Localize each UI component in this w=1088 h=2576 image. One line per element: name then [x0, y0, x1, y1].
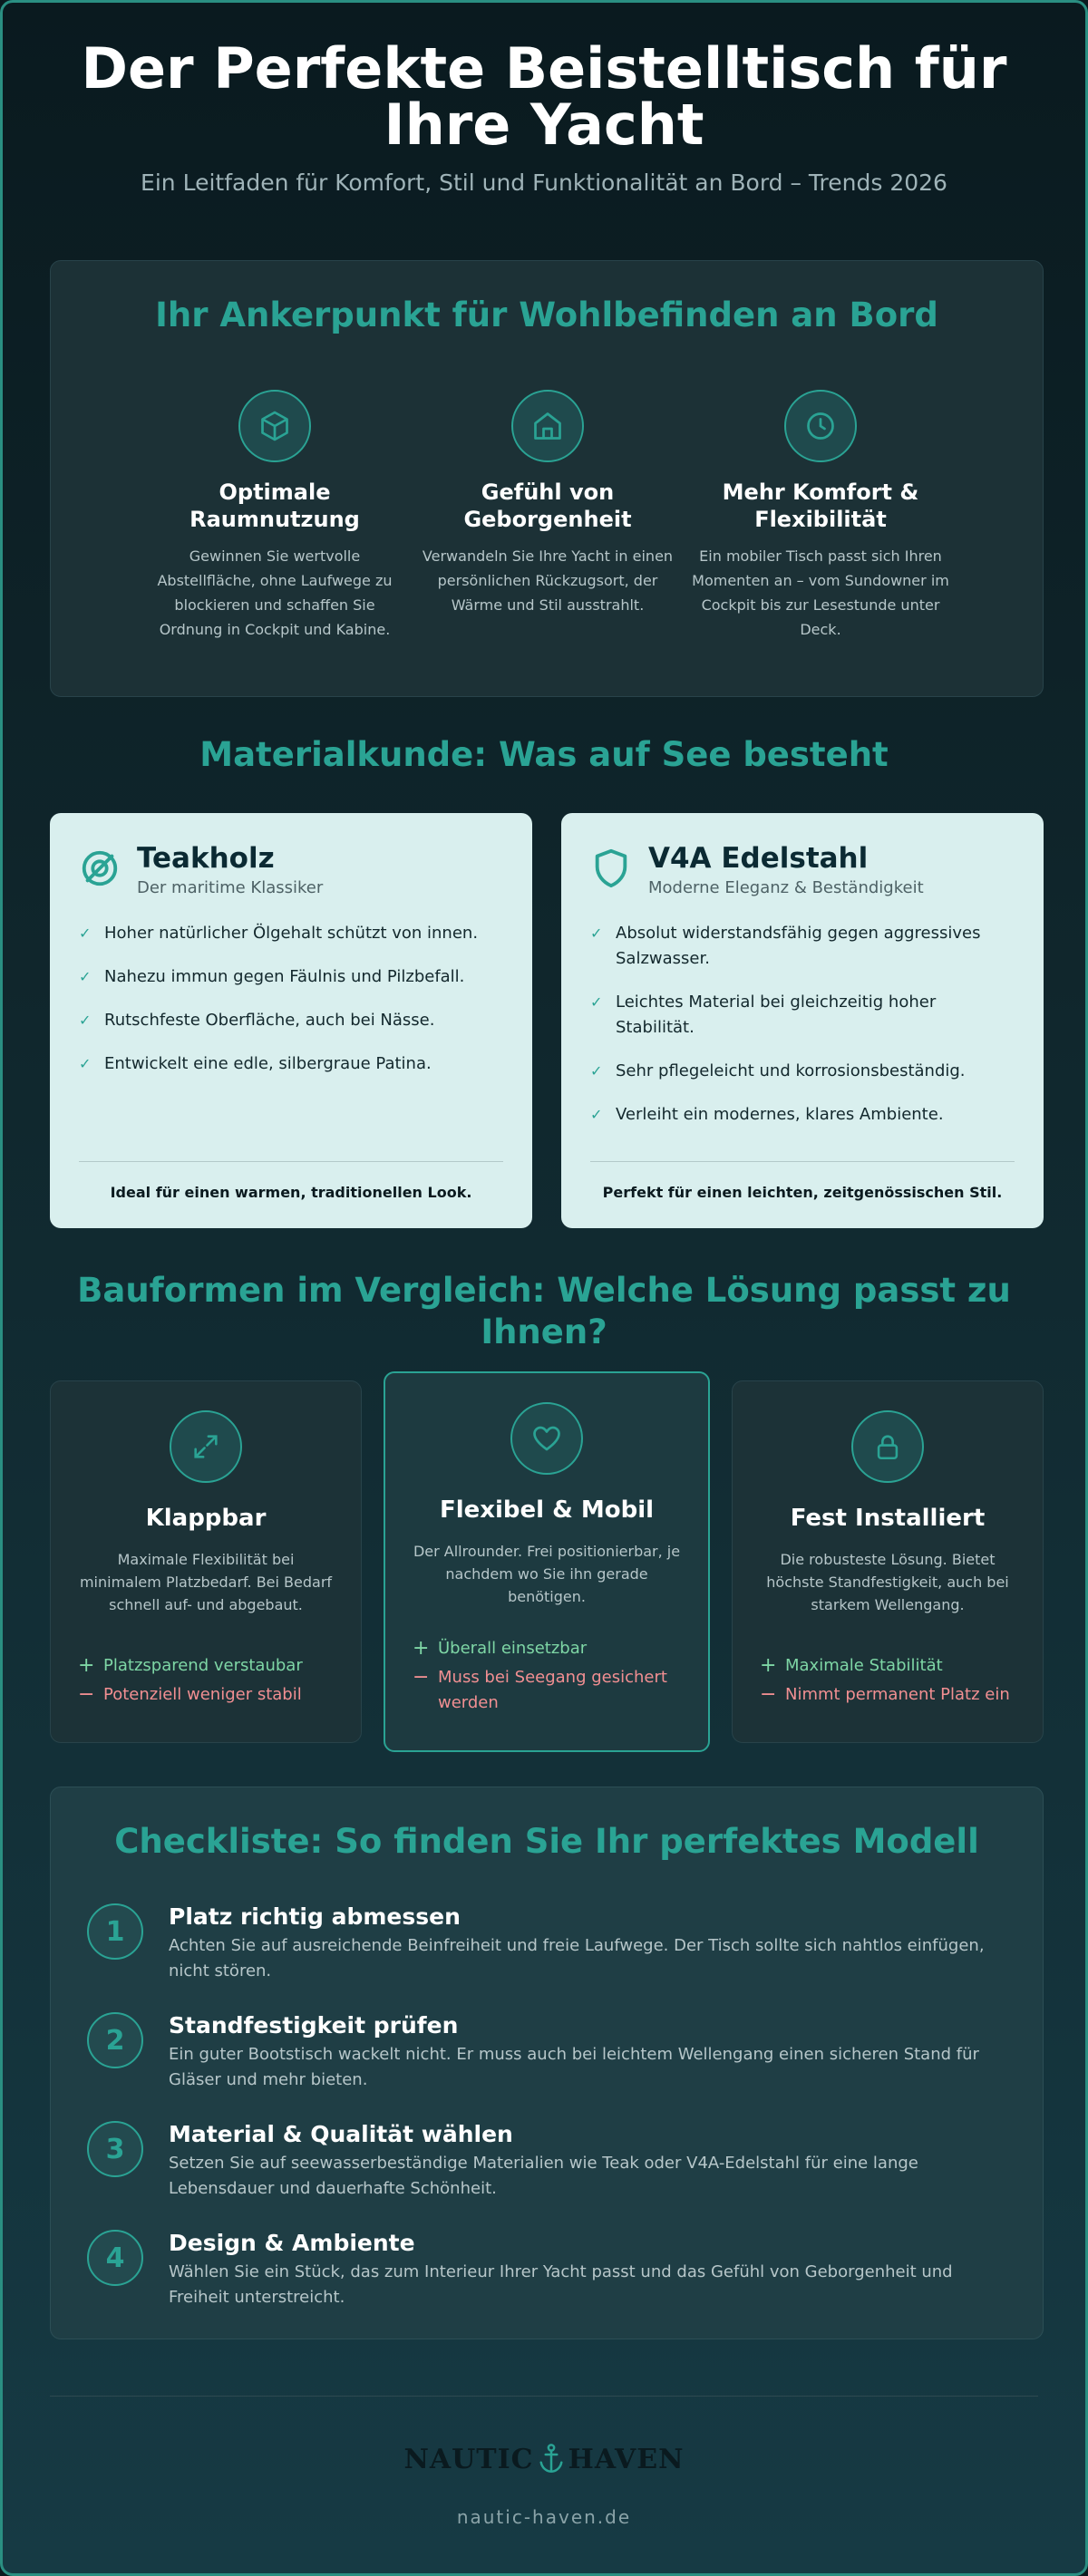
material-list	[79, 921, 503, 1077]
header	[3, 35, 1085, 196]
checklist-step	[87, 2230, 997, 2310]
step-number: 1	[87, 1903, 143, 1960]
feature-raumnutzung	[143, 390, 406, 642]
checklist-step	[87, 2121, 997, 2202]
material-list	[590, 921, 1015, 1128]
con-item: − Muss bei Seegang gesichert werden	[413, 1666, 667, 1712]
list-item: ✓ Sehr pflegeleicht und korrosionsbeständig.	[590, 1059, 1015, 1084]
lock-icon	[851, 1410, 924, 1483]
build-name: Flexibel & Mobil	[439, 1496, 655, 1524]
feature-geborgenheit	[416, 390, 679, 617]
check-icon: ✓	[79, 925, 92, 942]
feature-title: Gefühl von Geborgenheit	[463, 479, 632, 532]
materials-title: Materialkunde: Was auf See besteht	[199, 735, 889, 774]
build-text: Der Allrounder. Frei positionierbar, je nachdem wo Sie ihn gerade benötigen.	[413, 1543, 681, 1605]
feature-text: Gewinnen Sie wertvolle Abstellfläche, ohne Laufwege zu blockieren und schaffen Sie Ordnung in Cockpit und Kabine.	[157, 547, 393, 638]
checklist-section	[50, 1787, 1044, 2339]
brand-logo[interactable]: NAUTIC HAVEN	[403, 2443, 685, 2475]
benefits-section	[50, 260, 1044, 697]
step-text: Wählen Sie ein Stück, das zum Interieur Ihrer Yacht passt und das Gefühl von Geborgenheit und Freiheit unterstreicht.	[169, 2262, 953, 2307]
feature-text: Verwandeln Sie Ihre Yacht in einen persönlichen Rückzugsort, der Wärme und Stil ausstrahlt.	[422, 547, 674, 614]
list-item: ✓ Absolut widerstandsfähig gegen aggressives Salzwasser.	[590, 921, 1015, 972]
check-icon: ✓	[79, 1055, 92, 1072]
list-item: ✓ Verleiht ein modernes, klares Ambiente.	[590, 1102, 1015, 1128]
step-title: Design & Ambiente	[169, 2230, 415, 2256]
material-footer: Ideal für einen warmen, traditionellen Look.	[79, 1161, 503, 1201]
check-icon: ✓	[590, 925, 603, 942]
step-number: 3	[87, 2121, 143, 2177]
checklist-step	[87, 1903, 997, 1984]
clock-icon	[784, 390, 857, 462]
build-card-mobil	[384, 1371, 710, 1752]
builds-title: Bauformen im Vergleich: Welche Lösung passt zu Ihnen?	[77, 1271, 1011, 1351]
step-title: Platz richtig abmessen	[169, 1903, 461, 1930]
build-name: Fest Installiert	[790, 1505, 986, 1532]
step-number: 4	[87, 2230, 143, 2286]
step-text: Setzen Sie auf seewasserbeständige Materialien wie Teak oder V4A-Edelstahl für eine lange Lebensdauer und dauerhafte Schönheit.	[169, 2154, 918, 2198]
check-icon: ✓	[79, 1012, 92, 1029]
expand-icon	[170, 1410, 242, 1483]
check-icon: ✓	[79, 968, 92, 985]
build-text: Die robusteste Lösung. Bietet höchste Standfestigkeit, auch bei starkem Wellengang.	[766, 1551, 1009, 1613]
material-card-teak	[50, 813, 532, 1228]
website-link[interactable]: nautic-haven.de	[456, 2506, 632, 2528]
step-title: Standfestigkeit prüfen	[169, 2012, 459, 2039]
list-item: ✓ Entwickelt eine edle, silbergraue Patina.	[79, 1051, 503, 1077]
feature-komfort	[689, 390, 952, 642]
feature-title: Mehr Komfort & Flexibilität	[722, 479, 919, 532]
benefits-title: Ihr Ankerpunkt für Wohlbefinden an Bord	[155, 295, 938, 334]
list-item: ✓ Leichtes Material bei gleichzeitig hoher Stabilität.	[590, 990, 1015, 1041]
step-text: Ein guter Bootstisch wackelt nicht. Er muss auch bei leichtem Wellengang einen sicheren Stand für Gläser und mehr bieten.	[169, 2045, 979, 2089]
list-item: ✓ Rutschfeste Oberfläche, auch bei Nässe.	[79, 1008, 503, 1033]
heart-icon	[510, 1402, 583, 1475]
shield-icon	[590, 847, 632, 893]
material-card-edelstahl	[561, 813, 1044, 1228]
material-name: Teakholz	[137, 842, 275, 875]
check-icon: ✓	[590, 993, 603, 1011]
build-card-fest	[732, 1380, 1044, 1743]
con-item: − Nimmt permanent Platz ein	[760, 1683, 1010, 1706]
page-title: Der Perfekte Beistelltisch für Ihre Yacht	[81, 35, 1007, 158]
material-subtitle: Der maritime Klassiker	[137, 878, 324, 897]
step-number: 2	[87, 2012, 143, 2068]
material-footer: Perfekt für einen leichten, zeitgenössischen Stil.	[590, 1161, 1015, 1201]
feature-text: Ein mobiler Tisch passt sich Ihren Momenten an – vom Sundowner im Cockpit bis zur Lesestunde unter Deck.	[692, 547, 949, 638]
pro-item: + Platzsparend verstaubar	[78, 1654, 303, 1677]
check-icon: ✓	[590, 1106, 603, 1123]
con-item: − Potenziell weniger stabil	[78, 1683, 302, 1706]
feature-title: Optimale Raumnutzung	[189, 479, 360, 532]
list-item: ✓ Nahezu immun gegen Fäulnis und Pilzbefall.	[79, 964, 503, 990]
home-icon	[511, 390, 584, 462]
material-subtitle: Moderne Eleganz & Beständigkeit	[648, 878, 924, 897]
page-subtitle: Ein Leitfaden für Komfort, Stil und Funktionalität an Bord – Trends 2026	[141, 169, 947, 196]
material-name: V4A Edelstahl	[648, 842, 869, 875]
check-icon: ✓	[590, 1062, 603, 1080]
pro-item: + Maximale Stabilität	[760, 1654, 943, 1677]
box-icon	[238, 390, 311, 462]
build-card-klappbar	[50, 1380, 362, 1743]
pro-item: + Überall einsetzbar	[413, 1637, 588, 1660]
step-title: Material & Qualität wählen	[169, 2121, 513, 2147]
anchor-icon	[538, 2443, 565, 2475]
build-name: Klappbar	[145, 1505, 267, 1532]
step-text: Achten Sie auf ausreichende Beinfreiheit und freie Laufwege. Der Tisch sollte sich nahtlos einfügen, nicht stören.	[169, 1936, 985, 1980]
compass-icon	[79, 847, 121, 893]
build-text: Maximale Flexibilität bei minimalem Platzbedarf. Bei Bedarf schnell auf- und abgebaut.	[79, 1551, 333, 1613]
list-item: ✓ Hoher natürlicher Ölgehalt schützt von innen.	[79, 921, 503, 946]
checklist-title: Checkliste: So finden Sie Ihr perfektes Modell	[114, 1822, 979, 1861]
footer-divider	[50, 2396, 1038, 2397]
checklist-step	[87, 2012, 997, 2093]
